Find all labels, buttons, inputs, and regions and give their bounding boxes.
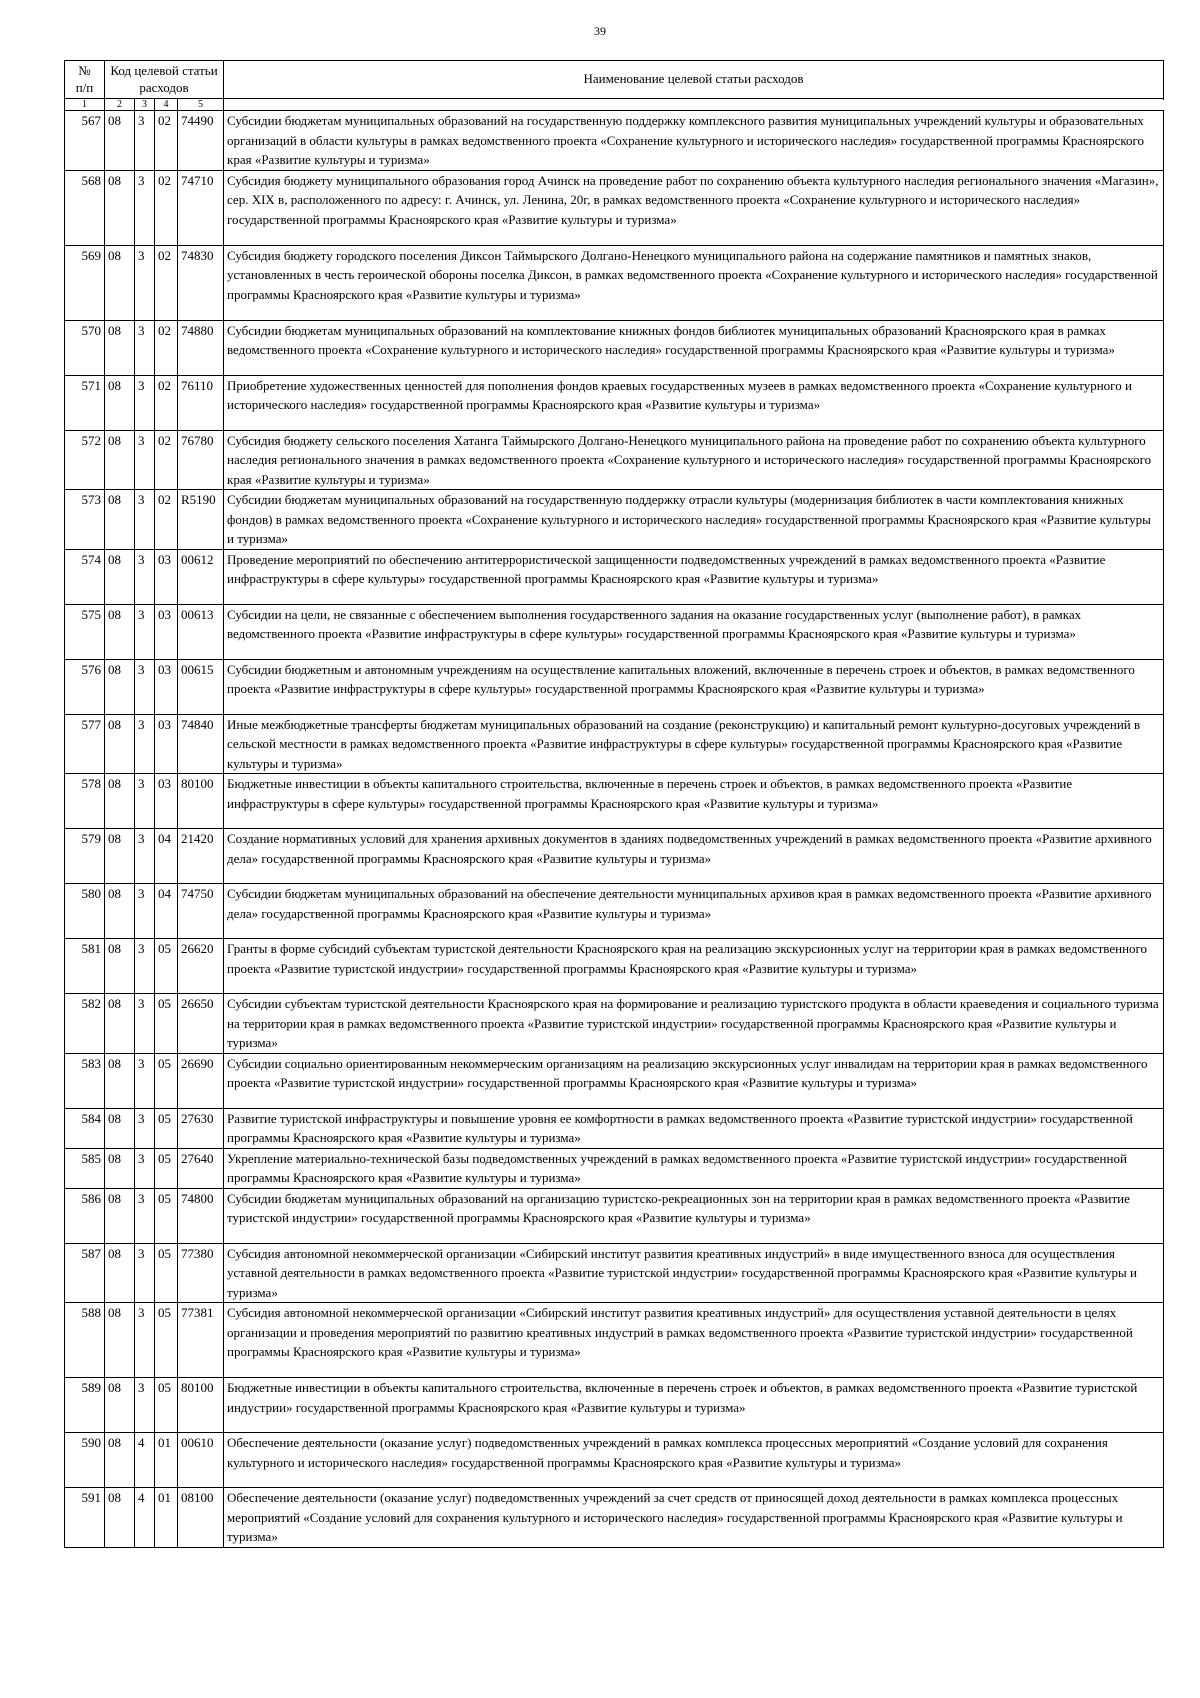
code-part-1: 08	[105, 320, 135, 375]
expense-item-name: Субсидии бюджетам муниципальных образований на обеспечение деятельности муниципальных архивов края в рамках ведомственного проекта «Развитие архивного дела» государственной программы Красноярского края «Развитие культуры и туризма»	[224, 884, 1164, 939]
table-row	[65, 490, 1164, 550]
code-part-2: 3	[135, 111, 155, 171]
row-number: 577	[65, 714, 105, 774]
code-part-1: 08	[105, 994, 135, 1054]
code-part-1: 08	[105, 170, 135, 245]
row-number: 576	[65, 659, 105, 714]
header-index: 5	[178, 99, 224, 111]
table-row	[65, 939, 1164, 994]
code-part-2: 3	[135, 549, 155, 604]
row-number: 575	[65, 604, 105, 659]
table-header	[65, 61, 1164, 111]
code-part-4: 26690	[178, 1053, 224, 1108]
code-part-3: 05	[155, 994, 178, 1054]
code-part-4: 74490	[178, 111, 224, 171]
code-part-3: 02	[155, 320, 178, 375]
code-part-4: 74880	[178, 320, 224, 375]
code-part-1: 08	[105, 1488, 135, 1548]
code-part-2: 3	[135, 714, 155, 774]
code-part-4: 80100	[178, 774, 224, 829]
code-part-4: 74800	[178, 1188, 224, 1243]
table-row	[65, 1378, 1164, 1433]
code-part-3: 02	[155, 430, 178, 490]
code-part-4: 77381	[178, 1303, 224, 1378]
row-number: 590	[65, 1433, 105, 1488]
table-row	[65, 714, 1164, 774]
code-part-3: 01	[155, 1488, 178, 1548]
expense-item-name: Субсидия бюджету муниципального образования город Ачинск на проведение работ по сохранению объекта культурного наследия регионального значения «Магазин», сер. XIX в, расположенного по адресу: г. Ачинск, ул. Ленина, 20г, в рамках ведомственного проекта «Сохранение культурного и исторического наследия» государственной программы Красноярского края «Развитие культуры и туризма»	[224, 170, 1164, 245]
expense-items-table	[64, 60, 1164, 1548]
table-row	[65, 994, 1164, 1054]
expense-item-name: Субсидии бюджетам муниципальных образований на организацию туристско-рекреационных зон на территории края в рамках ведомственного проекта «Развитие туристской индустрии» государственной программы Красноярского края «Развитие культуры и туризма»	[224, 1188, 1164, 1243]
code-part-2: 3	[135, 320, 155, 375]
row-number: 591	[65, 1488, 105, 1548]
expense-item-name: Приобретение художественных ценностей для пополнения фондов краевых государственных музеев в рамках ведомственного проекта «Сохранение культурного и исторического наследия» государственной программы Красноярского края «Развитие культуры и туризма»	[224, 375, 1164, 430]
code-part-3: 05	[155, 1148, 178, 1188]
expense-item-name: Субсидия автономной некоммерческой организации «Сибирский институт развития креативных индустрий» для осуществления уставной деятельности в целях организации и проведения мероприятий по развитию креативных индустрий в рамках ведомственного проекта «Развитие туристской индустрии» государственной программы Красноярского края «Развитие культуры и туризма»	[224, 1303, 1164, 1378]
expense-item-name: Субсидия бюджету сельского поселения Хатанга Таймырского Долгано-Ненецкого муниципального района на проведение работ по сохранению объекта культурного наследия регионального значения в рамках ведомственного проекта «Сохранение культурного и исторического наследия» государственной программы Красноярского края «Развитие культуры и туризма»	[224, 430, 1164, 490]
expense-item-name: Субсидии бюджетным и автономным учреждениям на осуществление капитальных вложений, включенные в перечень строек и объектов, в рамках ведомственного проекта «Развитие инфраструктуры в сфере культуры» государственной программы Красноярского края «Развитие культуры и туризма»	[224, 659, 1164, 714]
code-part-4: R5190	[178, 490, 224, 550]
code-part-3: 05	[155, 1243, 178, 1303]
code-part-2: 3	[135, 659, 155, 714]
table-row	[65, 1488, 1164, 1548]
row-number: 567	[65, 111, 105, 171]
code-part-1: 08	[105, 1108, 135, 1148]
table-row	[65, 604, 1164, 659]
code-part-4: 77380	[178, 1243, 224, 1303]
table-row	[65, 170, 1164, 245]
expense-item-name: Субсидии бюджетам муниципальных образований на государственную поддержку отрасли культуры (модернизация библиотек в части комплектования книжных фондов) в рамках ведомственного проекта «Сохранение культурного и исторического наследия» государственной программы Красноярского края «Развитие культуры и туризма»	[224, 490, 1164, 550]
code-part-3: 04	[155, 884, 178, 939]
expense-item-name: Иные межбюджетные трансферты бюджетам муниципальных образований на создание (реконструкцию) и капитальный ремонт культурно-досуговых учреждений в сельской местности в рамках ведомственного проекта «Развитие инфраструктуры в сфере культуры» государственной программы Красноярского края «Развитие культуры и туризма»	[224, 714, 1164, 774]
row-number: 584	[65, 1108, 105, 1148]
code-part-2: 4	[135, 1433, 155, 1488]
code-part-4: 00610	[178, 1433, 224, 1488]
table-row	[65, 375, 1164, 430]
code-part-1: 08	[105, 490, 135, 550]
code-part-3: 05	[155, 1053, 178, 1108]
table-row	[65, 884, 1164, 939]
header-index: 1	[65, 99, 105, 111]
row-number: 582	[65, 994, 105, 1054]
code-part-3: 03	[155, 549, 178, 604]
code-part-4: 27640	[178, 1148, 224, 1188]
code-part-3: 02	[155, 490, 178, 550]
expense-item-name: Бюджетные инвестиции в объекты капитального строительства, включенные в перечень строек и объектов, в рамках ведомственного проекта «Развитие инфраструктуры в сфере культуры» государственной программы Красноярского края «Развитие культуры и туризма»	[224, 774, 1164, 829]
code-part-3: 02	[155, 245, 178, 320]
table-row	[65, 829, 1164, 884]
row-number: 588	[65, 1303, 105, 1378]
row-number: 583	[65, 1053, 105, 1108]
code-part-2: 3	[135, 884, 155, 939]
row-number: 589	[65, 1378, 105, 1433]
row-number: 580	[65, 884, 105, 939]
code-part-4: 80100	[178, 1378, 224, 1433]
code-part-1: 08	[105, 829, 135, 884]
table-body	[65, 111, 1164, 1548]
table-row	[65, 659, 1164, 714]
code-part-3: 03	[155, 659, 178, 714]
page-number: 39	[594, 24, 606, 38]
expense-item-name: Проведение мероприятий по обеспечению антитеррористической защищенности подведомственных учреждений в рамках ведомственного проекта «Развитие инфраструктуры в сфере культуры» государственной программы Красноярского края «Развитие культуры и туризма»	[224, 549, 1164, 604]
code-part-4: 76780	[178, 430, 224, 490]
row-number: 587	[65, 1243, 105, 1303]
code-part-2: 3	[135, 1378, 155, 1433]
code-part-1: 08	[105, 774, 135, 829]
code-part-2: 3	[135, 1108, 155, 1148]
code-part-3: 05	[155, 1108, 178, 1148]
code-part-1: 08	[105, 1188, 135, 1243]
code-part-4: 74840	[178, 714, 224, 774]
code-part-1: 08	[105, 884, 135, 939]
row-number: 573	[65, 490, 105, 550]
expense-item-name: Субсидии бюджетам муниципальных образований на комплектование книжных фондов библиотек муниципальных образований Красноярского края в рамках ведомственного проекта «Сохранение культурного и исторического наследия» государственной программы Красноярского края «Развитие культуры и туризма»	[224, 320, 1164, 375]
code-part-1: 08	[105, 245, 135, 320]
expense-item-name: Субсидии бюджетам муниципальных образований на государственную поддержку комплексного развития муниципальных учреждений культуры и образовательных организаций в области культуры в рамках ведомственного проекта «Сохранение культурного и исторического наследия» государственной программы Красноярского края «Развитие культуры и туризма»	[224, 111, 1164, 171]
code-part-4: 27630	[178, 1108, 224, 1148]
code-part-2: 3	[135, 430, 155, 490]
expense-item-name: Субсидии на цели, не связанные с обеспечением выполнения государственного задания на оказание государственных услуг (выполнение работ), в рамках ведомственного проекта «Развитие инфраструктуры в сфере культуры» государственной программы Красноярского края «Развитие культуры и туризма»	[224, 604, 1164, 659]
code-part-3: 05	[155, 1188, 178, 1243]
code-part-3: 05	[155, 939, 178, 994]
code-part-3: 05	[155, 1303, 178, 1378]
code-part-2: 3	[135, 774, 155, 829]
row-number: 585	[65, 1148, 105, 1188]
row-number: 568	[65, 170, 105, 245]
expense-item-name: Создание нормативных условий для хранения архивных документов в зданиях подведомственных учреждений в рамках ведомственного проекта «Развитие архивного дела» государственной программы Красноярского края «Развитие культуры и туризма»	[224, 829, 1164, 884]
table-row	[65, 245, 1164, 320]
code-part-4: 26650	[178, 994, 224, 1054]
row-number: 581	[65, 939, 105, 994]
code-part-4: 00615	[178, 659, 224, 714]
header-index: 2	[105, 99, 135, 111]
code-part-1: 08	[105, 430, 135, 490]
code-part-3: 04	[155, 829, 178, 884]
expense-item-name: Субсидия бюджету городского поселения Диксон Таймырского Долгано-Ненецкого муниципального района на содержание памятников и памятных знаков, установленных в честь героической обороны поселка Диксон, в рамках ведомственного проекта «Сохранение культурного и исторического наследия» государственной программы Красноярского края «Развитие культуры и туризма»	[224, 245, 1164, 320]
code-part-1: 08	[105, 1303, 135, 1378]
code-part-2: 3	[135, 1148, 155, 1188]
code-part-4: 21420	[178, 829, 224, 884]
code-part-2: 3	[135, 1303, 155, 1378]
code-part-3: 05	[155, 1378, 178, 1433]
table-row	[65, 549, 1164, 604]
expense-item-name: Субсидии социально ориентированным некоммерческим организациям на реализацию экскурсионных услуг инвалидам на территории края в рамках ведомственного проекта «Развитие туристской индустрии» государственной программы Красноярского края «Развитие культуры и туризма»	[224, 1053, 1164, 1108]
code-part-2: 3	[135, 170, 155, 245]
code-part-4: 00613	[178, 604, 224, 659]
code-part-3: 02	[155, 170, 178, 245]
row-number: 569	[65, 245, 105, 320]
expense-item-name: Обеспечение деятельности (оказание услуг) подведомственных учреждений в рамках комплекса процессных мероприятий «Создание условий для сохранения культурного и исторического наследия» государственной программы Красноярского края «Развитие культуры и туризма»	[224, 1433, 1164, 1488]
table-row	[65, 1148, 1164, 1188]
code-part-1: 08	[105, 1148, 135, 1188]
row-number: 571	[65, 375, 105, 430]
code-part-2: 3	[135, 490, 155, 550]
row-number: 570	[65, 320, 105, 375]
code-part-1: 08	[105, 375, 135, 430]
code-part-2: 4	[135, 1488, 155, 1548]
code-part-1: 08	[105, 939, 135, 994]
header-index: 4	[155, 99, 178, 111]
code-part-4: 74710	[178, 170, 224, 245]
table-row	[65, 1053, 1164, 1108]
row-number: 572	[65, 430, 105, 490]
code-part-2: 3	[135, 994, 155, 1054]
code-part-1: 08	[105, 659, 135, 714]
code-part-3: 01	[155, 1433, 178, 1488]
code-part-2: 3	[135, 1053, 155, 1108]
header-index: 3	[135, 99, 155, 111]
code-part-4: 74830	[178, 245, 224, 320]
row-number: 578	[65, 774, 105, 829]
expense-item-name: Гранты в форме субсидий субъектам туристской деятельности Красноярского края на реализацию экскурсионных услуг на территории края в рамках ведомственного проекта «Развитие туристской индустрии» государственной программы Красноярского края «Развитие культуры и туризма»	[224, 939, 1164, 994]
table-row	[65, 111, 1164, 171]
code-part-2: 3	[135, 939, 155, 994]
expense-item-name: Обеспечение деятельности (оказание услуг) подведомственных учреждений за счет средств от приносящей доход деятельности в рамках комплекса процессных мероприятий «Создание условий для сохранения культурного и исторического наследия» государственной программы Красноярского края «Развитие культуры и туризма»	[224, 1488, 1164, 1548]
table-row	[65, 1188, 1164, 1243]
expense-item-name: Субсидии субъектам туристской деятельности Красноярского края на формирование и реализацию туристского продукта в области краеведения и социального туризма на территории края в рамках ведомственного проекта «Развитие туристской индустрии» государственной программы Красноярского края «Развитие культуры и туризма»	[224, 994, 1164, 1054]
expense-item-name: Субсидия автономной некоммерческой организации «Сибирский институт развития креативных индустрий» в виде имущественного взноса для осуществления уставной деятельности в рамках ведомственного проекта «Развитие туристской индустрии» государственной программы Красноярского края «Развитие культуры и туризма»	[224, 1243, 1164, 1303]
code-part-4: 74750	[178, 884, 224, 939]
code-part-1: 08	[105, 604, 135, 659]
table-row	[65, 430, 1164, 490]
header-code: Код целевой статьи расходов	[105, 61, 224, 99]
table-row	[65, 1433, 1164, 1488]
code-part-1: 08	[105, 1433, 135, 1488]
row-number: 579	[65, 829, 105, 884]
expense-item-name: Развитие туристской инфраструктуры и повышение уровня ее комфортности в рамках ведомственного проекта «Развитие туристской индустрии» государственной программы Красноярского края «Развитие культуры и туризма»	[224, 1108, 1164, 1148]
expense-item-name: Укрепление материально-технической базы подведомственных учреждений в рамках ведомственного проекта «Развитие туристской индустрии» государственной программы Красноярского края «Развитие культуры и туризма»	[224, 1148, 1164, 1188]
code-part-1: 08	[105, 1243, 135, 1303]
code-part-1: 08	[105, 1053, 135, 1108]
header-num: № п/п	[65, 61, 105, 99]
code-part-4: 26620	[178, 939, 224, 994]
code-part-2: 3	[135, 1188, 155, 1243]
table-row	[65, 1108, 1164, 1148]
row-number: 586	[65, 1188, 105, 1243]
code-part-3: 02	[155, 111, 178, 171]
code-part-1: 08	[105, 111, 135, 171]
code-part-2: 3	[135, 375, 155, 430]
header-name: Наименование целевой статьи расходов	[224, 61, 1164, 99]
code-part-3: 02	[155, 375, 178, 430]
code-part-2: 3	[135, 829, 155, 884]
code-part-3: 03	[155, 604, 178, 659]
code-part-1: 08	[105, 714, 135, 774]
code-part-3: 03	[155, 774, 178, 829]
code-part-2: 3	[135, 1243, 155, 1303]
table-row	[65, 320, 1164, 375]
table-row	[65, 1303, 1164, 1378]
table-row	[65, 774, 1164, 829]
code-part-2: 3	[135, 245, 155, 320]
code-part-1: 08	[105, 549, 135, 604]
code-part-4: 08100	[178, 1488, 224, 1548]
code-part-4: 76110	[178, 375, 224, 430]
table-row	[65, 1243, 1164, 1303]
code-part-3: 03	[155, 714, 178, 774]
code-part-1: 08	[105, 1378, 135, 1433]
expense-item-name: Бюджетные инвестиции в объекты капитального строительства, включенные в перечень строек и объектов, в рамках ведомственного проекта «Развитие туристской индустрии» государственной программы Красноярского края «Развитие культуры и туризма»	[224, 1378, 1164, 1433]
code-part-4: 00612	[178, 549, 224, 604]
code-part-2: 3	[135, 604, 155, 659]
row-number: 574	[65, 549, 105, 604]
